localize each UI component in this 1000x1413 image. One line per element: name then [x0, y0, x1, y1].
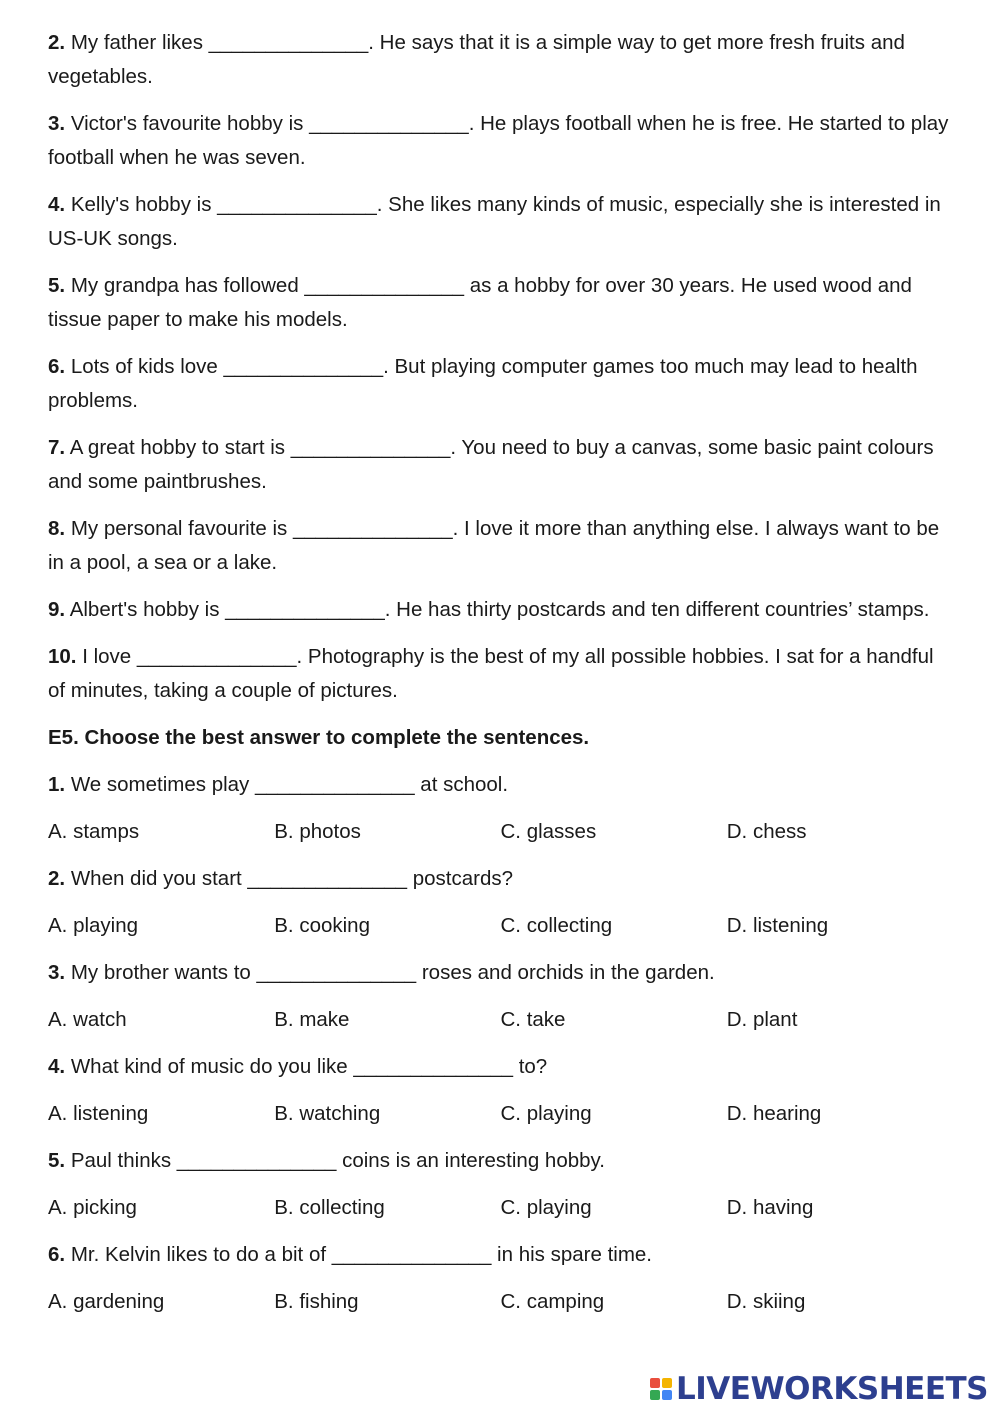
option-b[interactable]: B. watching [274, 1102, 381, 1125]
fill-item: 3. Victor's favourite hobby is ______________. He plays football when he is free. He started to play football when he was seven. [48, 112, 949, 169]
mcq-options [48, 815, 953, 849]
option-d[interactable]: D. listening [726, 914, 829, 937]
option-a[interactable]: A. stamps [48, 820, 140, 843]
mcq-options [48, 1191, 953, 1225]
mcq-options [48, 1097, 953, 1131]
e5-questions [48, 768, 953, 1319]
mcq-question: 2. When did you start ______________ postcards? [48, 867, 514, 890]
option-c[interactable]: C. playing [500, 1102, 592, 1125]
mcq-question: 5. Paul thinks ______________ coins is an interesting hobby. [48, 1149, 605, 1172]
fill-item: 2. My father likes ______________. He says that it is a simple way to get more fresh fruits and vegetables. [48, 31, 905, 88]
option-d[interactable]: D. chess [726, 820, 807, 843]
option-c[interactable]: C. take [500, 1008, 566, 1031]
option-c[interactable]: C. playing [500, 1196, 592, 1219]
option-b[interactable]: B. photos [274, 820, 361, 843]
option-d[interactable]: D. plant [726, 1008, 798, 1031]
mcq-question: 4. What kind of music do you like ______________ to? [48, 1055, 548, 1078]
logo-mark-icon [650, 1378, 672, 1400]
option-a[interactable]: A. watch [48, 1008, 127, 1031]
mcq-options [48, 1003, 953, 1037]
fill-item: 10. I love ______________. Photography is the best of my all possible hobbies. I sat for a handful of minutes, taking a couple of pictures. [48, 645, 934, 702]
fill-item: 5. My grandpa has followed ______________ as a hobby for over 30 years. He used wood and tissue paper to make his models. [48, 274, 912, 331]
option-a[interactable]: A. listening [48, 1102, 149, 1125]
fill-item: 9. Albert's hobby is ______________. He has thirty postcards and ten different countries’ stamps. [48, 598, 930, 621]
liveworksheets-logo [650, 1371, 988, 1407]
logo-text: LIVEWORKSHEETS [676, 1371, 988, 1407]
worksheet-page [48, 26, 953, 1332]
option-b[interactable]: B. fishing [274, 1290, 359, 1313]
option-d[interactable]: D. hearing [726, 1102, 822, 1125]
e5-heading: E5. Choose the best answer to complete the sentences. [48, 726, 590, 749]
fill-item: 4. Kelly's hobby is ______________. She likes many kinds of music, especially she is interested in US-UK songs. [48, 193, 941, 250]
mcq-question: 1. We sometimes play ______________ at school. [48, 773, 509, 796]
fill-item: 6. Lots of kids love ______________. But playing computer games too much may lead to health problems. [48, 355, 918, 412]
fill-item: 7. A great hobby to start is ______________. You need to buy a canvas, some basic paint colours and some paintbrushes. [48, 436, 934, 493]
option-a[interactable]: A. picking [48, 1196, 137, 1219]
option-b[interactable]: B. cooking [274, 914, 370, 937]
mcq-options [48, 909, 953, 943]
option-a[interactable]: A. gardening [48, 1290, 165, 1313]
option-d[interactable]: D. skiing [726, 1290, 806, 1313]
option-a[interactable]: A. playing [48, 914, 139, 937]
mcq-options [48, 1285, 953, 1319]
option-c[interactable]: C. glasses [500, 820, 597, 843]
option-b[interactable]: B. make [274, 1008, 350, 1031]
option-b[interactable]: B. collecting [274, 1196, 385, 1219]
fill-section [48, 26, 953, 708]
option-d[interactable]: D. having [726, 1196, 814, 1219]
option-c[interactable]: C. camping [500, 1290, 605, 1313]
option-c[interactable]: C. collecting [500, 914, 613, 937]
fill-item: 8. My personal favourite is ______________. I love it more than anything else. I always want to be in a pool, a sea or a lake. [48, 517, 940, 574]
mcq-question: 3. My brother wants to ______________ roses and orchids in the garden. [48, 961, 715, 984]
mcq-question: 6. Mr. Kelvin likes to do a bit of ______________ in his spare time. [48, 1243, 652, 1266]
